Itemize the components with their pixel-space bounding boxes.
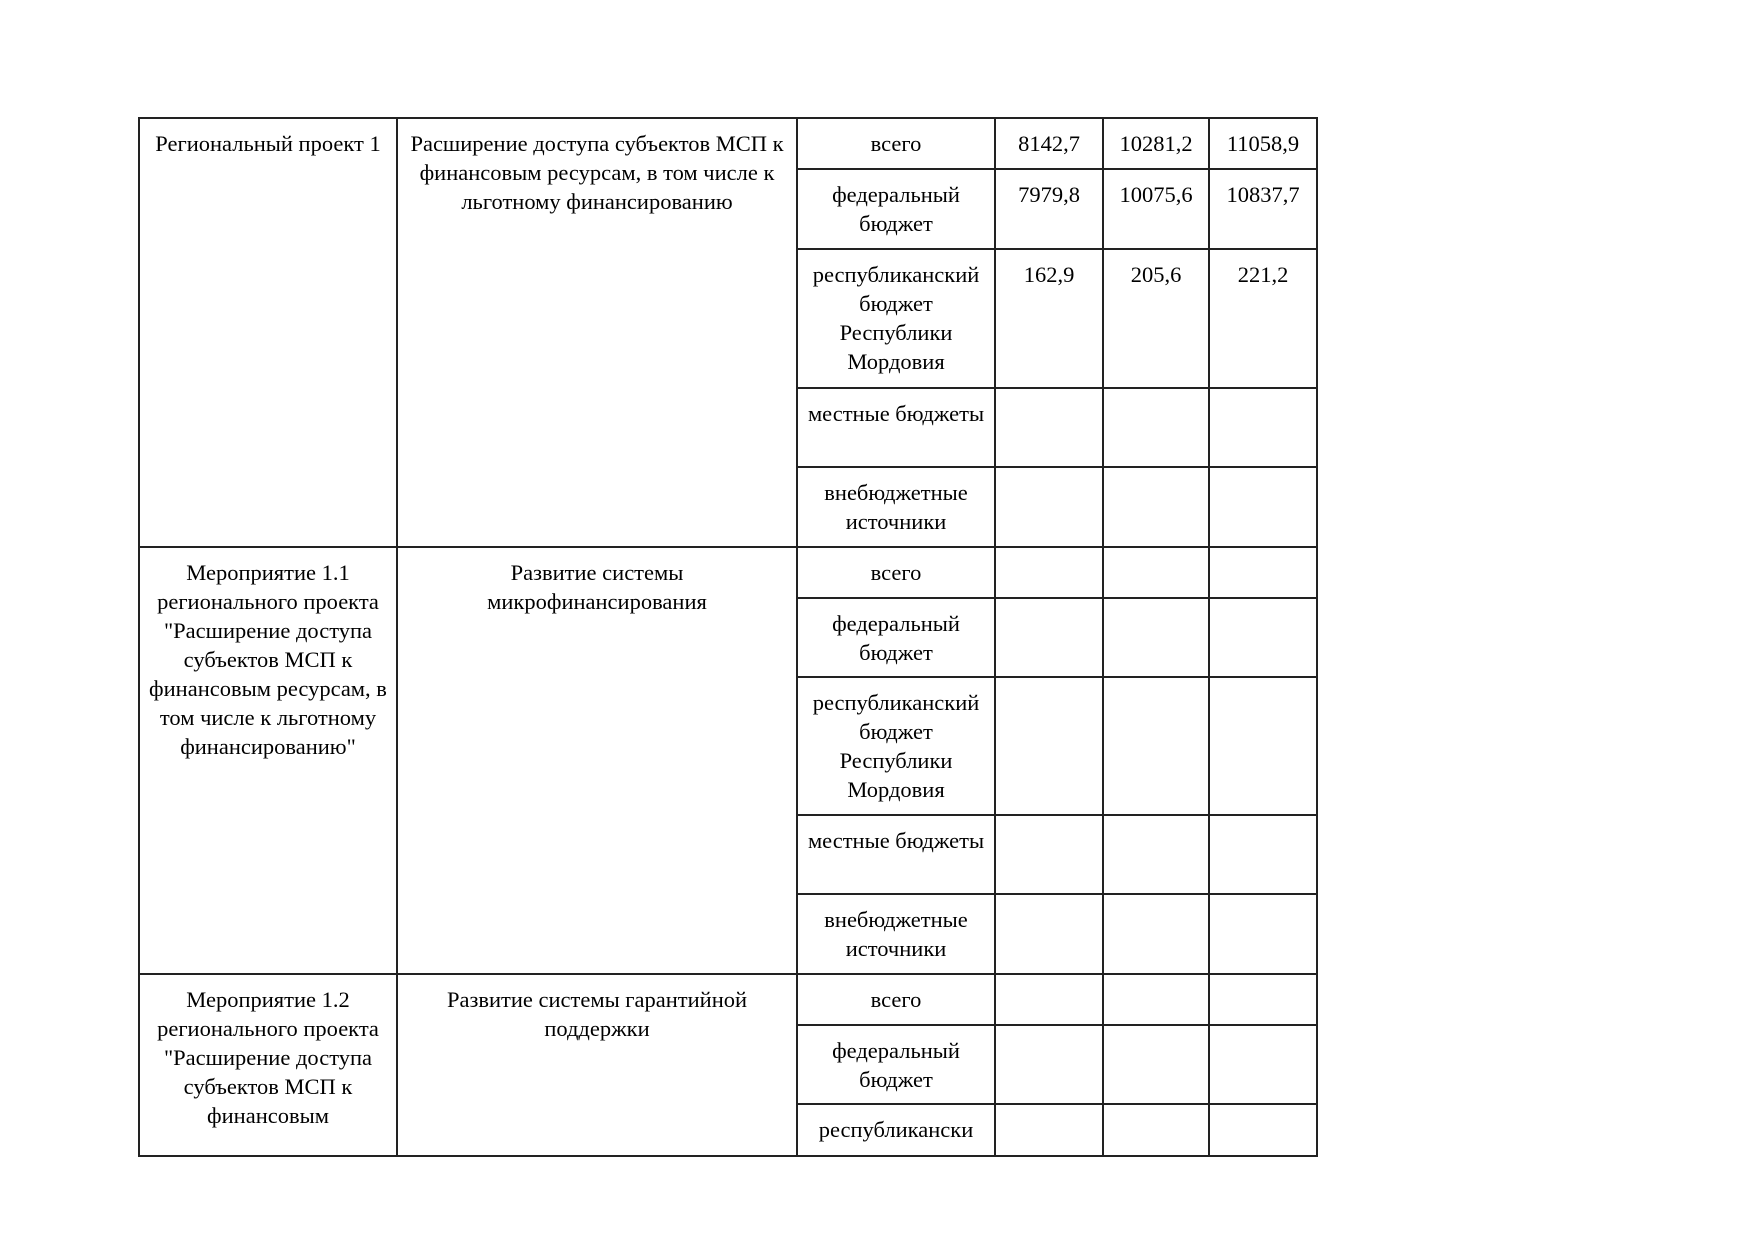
amount-cell: 205,6 (1103, 249, 1209, 388)
table-row (139, 118, 1317, 169)
funding-source-cell: республикански (797, 1104, 995, 1156)
funding-source-cell: федеральный бюджет (797, 169, 995, 249)
funding-source-cell: внебюджетные источники (797, 894, 995, 974)
amount-cell (995, 547, 1103, 598)
amount-cell (1209, 815, 1317, 894)
amount-cell: 221,2 (1209, 249, 1317, 388)
amount-cell (1103, 1025, 1209, 1104)
amount-cell (1209, 974, 1317, 1025)
amount-cell: 8142,7 (995, 118, 1103, 169)
amount-cell (995, 467, 1103, 547)
amount-cell (995, 677, 1103, 815)
amount-cell (1209, 598, 1317, 677)
amount-cell (995, 1025, 1103, 1104)
amount-cell (1209, 467, 1317, 547)
amount-cell (995, 388, 1103, 467)
amount-cell (1103, 974, 1209, 1025)
amount-cell (1209, 1025, 1317, 1104)
funding-source-cell: внебюджетные источники (797, 467, 995, 547)
amount-cell: 10075,6 (1103, 169, 1209, 249)
amount-cell (995, 1104, 1103, 1156)
program-title-cell: Развитие системы микрофинансирования (397, 547, 797, 974)
funding-source-cell: всего (797, 118, 995, 169)
amount-cell (1209, 547, 1317, 598)
program-title-cell: Развитие системы гарантийной поддержки (397, 974, 797, 1156)
amount-cell (1103, 388, 1209, 467)
funding-source-cell: местные бюджеты (797, 388, 995, 467)
funding-source-cell: всего (797, 547, 995, 598)
table-row (139, 547, 1317, 598)
program-name-cell: Региональный проект 1 (139, 118, 397, 547)
amount-cell (995, 894, 1103, 974)
amount-cell: 7979,8 (995, 169, 1103, 249)
funding-table (138, 117, 1318, 1157)
program-name-cell: Мероприятие 1.1 регионального проекта "Расширение доступа субъектов МСП к финансовым ресурсам, в том числе к льготному финансированию" (139, 547, 397, 974)
amount-cell (995, 815, 1103, 894)
amount-cell (1103, 677, 1209, 815)
amount-cell: 162,9 (995, 249, 1103, 388)
amount-cell (1209, 894, 1317, 974)
funding-source-cell: федеральный бюджет (797, 1025, 995, 1104)
amount-cell (1103, 1104, 1209, 1156)
amount-cell (1209, 677, 1317, 815)
funding-source-cell: республиканский бюджет Республики Мордовия (797, 249, 995, 388)
funding-source-cell: федеральный бюджет (797, 598, 995, 677)
program-name-cell: Мероприятие 1.2 регионального проекта "Расширение доступа субъектов МСП к финансовым (139, 974, 397, 1156)
funding-source-cell: всего (797, 974, 995, 1025)
amount-cell (1103, 467, 1209, 547)
amount-cell: 10837,7 (1209, 169, 1317, 249)
amount-cell (995, 598, 1103, 677)
funding-source-cell: местные бюджеты (797, 815, 995, 894)
amount-cell (995, 974, 1103, 1025)
table-row (139, 974, 1317, 1025)
funding-source-cell: республиканский бюджет Республики Мордовия (797, 677, 995, 815)
amount-cell (1103, 894, 1209, 974)
amount-cell (1209, 388, 1317, 467)
amount-cell (1103, 598, 1209, 677)
amount-cell (1103, 547, 1209, 598)
amount-cell (1209, 1104, 1317, 1156)
amount-cell: 11058,9 (1209, 118, 1317, 169)
amount-cell: 10281,2 (1103, 118, 1209, 169)
amount-cell (1103, 815, 1209, 894)
program-title-cell: Расширение доступа субъектов МСП к финансовым ресурсам, в том числе к льготному финансированию (397, 118, 797, 547)
